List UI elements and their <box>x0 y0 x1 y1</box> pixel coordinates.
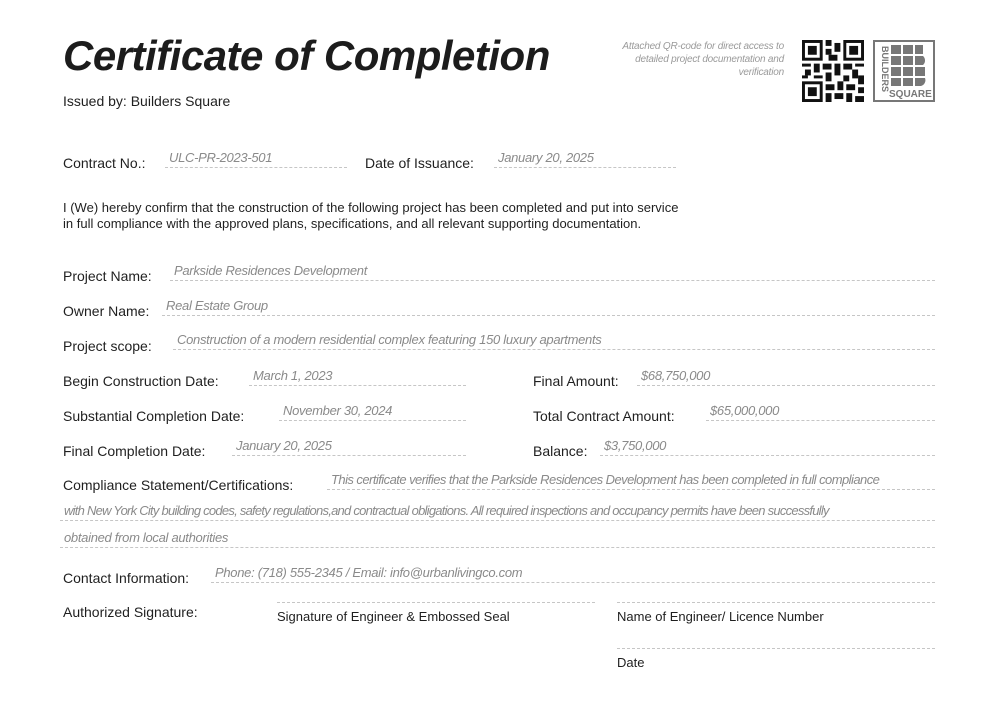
engineer-signature-line <box>277 602 595 603</box>
builders-square-logo <box>873 40 935 102</box>
contact-label: Contact Information: <box>63 570 190 586</box>
contact-value: Phone: (718) 555-2345 / Email: info@urbanlivingco.com <box>211 565 935 583</box>
final-completion-label: Final Completion Date: <box>63 443 206 459</box>
engineer-name-caption: Name of Engineer/ Licence Number <box>617 609 824 624</box>
issued-by: Issued by: Builders Square <box>63 93 231 109</box>
contract-no-value: ULC-PR-2023-501 <box>165 150 347 168</box>
qr-code-icon[interactable] <box>802 40 864 102</box>
certificate-title: Certificate of Completion <box>63 32 550 79</box>
owner-name-label: Owner Name: <box>63 303 150 319</box>
compliance-line-3: obtained from local authorities <box>60 530 935 548</box>
date-of-issuance-label: Date of Issuance: <box>365 155 474 171</box>
authorized-signature-label: Authorized Signature: <box>63 604 198 620</box>
begin-date-label: Begin Construction Date: <box>63 373 219 389</box>
confirmation-line-1: I (We) hereby confirm that the construction of the following project has been completed and put into service <box>63 200 679 215</box>
contract-no-label: Contract No.: <box>63 155 146 171</box>
compliance-label: Compliance Statement/Certifications: <box>63 477 294 493</box>
svg-text:BUILDERS: BUILDERS <box>880 46 890 93</box>
begin-date-value: March 1, 2023 <box>249 368 466 386</box>
final-completion-value: January 20, 2025 <box>232 438 466 456</box>
substantial-completion-label: Substantial Completion Date: <box>63 408 245 424</box>
substantial-completion-value: November 30, 2024 <box>279 403 466 421</box>
qr-note: Attached QR-code for direct access to detailed project documentation and verification <box>622 41 784 78</box>
project-scope-label: Project scope: <box>63 338 152 354</box>
project-name-value: Parkside Residences Development <box>170 263 935 281</box>
confirmation-line-2: in full compliance with the approved plans, specifications, and all relevant supporting documentation. <box>63 216 642 231</box>
total-contract-value: $65,000,000 <box>706 403 935 421</box>
compliance-line-1: This certificate verifies that the Parkside Residences Development has been completed in full compliance <box>327 472 935 490</box>
confirmation-text <box>63 200 678 232</box>
date-of-issuance-value: January 20, 2025 <box>494 150 676 168</box>
date-line <box>617 648 935 649</box>
final-amount-value: $68,750,000 <box>637 368 935 386</box>
owner-name-value: Real Estate Group <box>162 298 935 316</box>
date-caption: Date <box>617 655 645 670</box>
compliance-line-2: with New York City building codes, safety regulations,and contractual obligations. All required inspections and occupancy permits have been successfully <box>60 503 935 521</box>
project-name-label: Project Name: <box>63 268 152 284</box>
engineer-name-line <box>617 602 935 603</box>
engineer-signature-caption: Signature of Engineer & Embossed Seal <box>277 609 510 624</box>
svg-text:SQUARE: SQUARE <box>889 89 932 100</box>
final-amount-label: Final Amount: <box>533 373 619 389</box>
balance-value: $3,750,000 <box>600 438 935 456</box>
project-scope-value: Construction of a modern residential complex featuring 150 luxury apartments <box>173 332 935 350</box>
total-contract-label: Total Contract Amount: <box>533 408 675 424</box>
balance-label: Balance: <box>533 443 588 459</box>
